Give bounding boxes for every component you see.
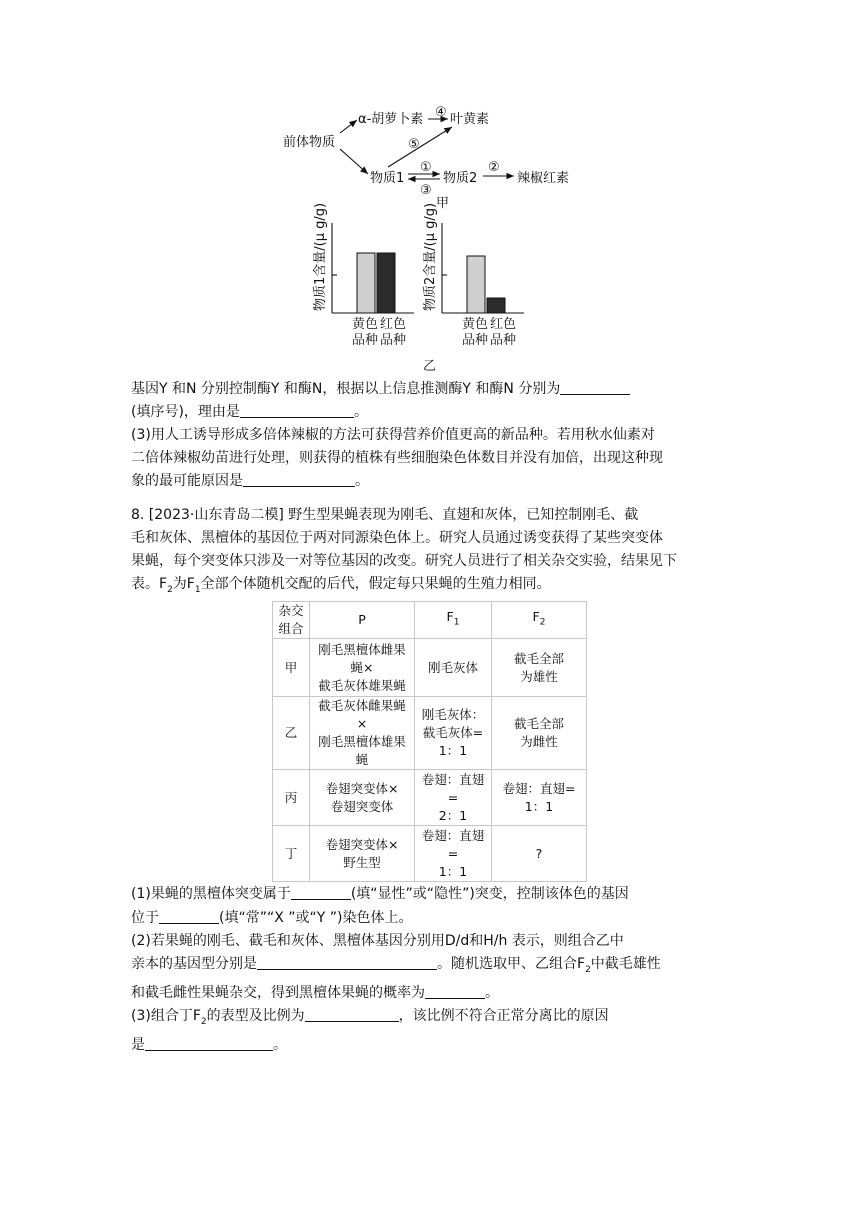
category-label: 黄色 (352, 317, 379, 332)
step2-label: ② (488, 160, 500, 175)
q8-part3-line2: 是 。 (131, 1034, 731, 1057)
answer-blank-genotypes[interactable] (257, 953, 437, 970)
bar-red-variety (487, 298, 505, 313)
category-label: 红色 (490, 317, 517, 332)
q8-line-2: 毛和灰体、黑檀体的基因位于两对同源染色体上。研究人员通过诱变获得了某些突变体 (131, 530, 663, 546)
q8-line-3: 果蝇，每个突变体只涉及一对等位基因的改变。研究人员进行了相关杂交实验，结果见下 (131, 553, 677, 569)
q8-part1-line1: (1)果蝇的黑檀体突变属于 (填“显性”或“隐性”)突变，控制该体色的基因 (131, 883, 731, 906)
bar-yellow-variety (467, 256, 485, 313)
bar-red-variety (377, 253, 395, 313)
q8-line-4: 表。$F_2$为$F_1$全部个体随机交配的后代，假定每只果蝇的生殖力相同。 (131, 576, 551, 595)
table-row: 甲 刚毛黑檀体雌果 蝇× 截毛灰体雄果蝇 刚毛灰体 截毛全部 为雄性 (273, 639, 587, 697)
bar-chart-2 (422, 203, 524, 348)
q8-part2-line2: 亲本的基因型分别是 。随机选取甲、乙组合$F_2$中截毛雄性 (131, 953, 731, 982)
q8-part3-line1: (3)组合丁$F_2$的表型及比例为 ，该比例不符合正常分离比的原因 (131, 1005, 731, 1034)
table-row: 丙 卷翅突变体× 卷翅突变体 卷翅：直翅 = 2：1 卷翅：直翅= 1：1 (273, 770, 587, 826)
bar-charts (312, 203, 524, 348)
alpha-carotene-label: α-胡萝卜素 (358, 112, 424, 127)
arrow-precursor-alpha (340, 120, 357, 133)
header-p: P (310, 602, 415, 639)
arrow-precursor-substance1 (340, 149, 368, 174)
precursor-label: 前体物质 (283, 135, 336, 150)
q8-line-1: 8. [2023·山东青岛二模] 野生型果蝇表现为刚毛、直翅和灰体，已知控制刚毛、截 (131, 507, 639, 523)
y-axis-label: 物质2含量/(μ g/g) (423, 202, 438, 311)
table-row: 丁 卷翅突变体× 野生型 卷翅：直翅 = 1：1 ? (273, 826, 587, 882)
lutein-label: 叶黄素 (450, 112, 490, 127)
bar-yellow-variety (357, 253, 375, 313)
table-header-row (273, 602, 587, 639)
bar-chart-1 (312, 203, 414, 348)
substance2-label: 物质2 (443, 171, 478, 186)
category-label: 品种 (490, 333, 517, 348)
table-row: 乙 截毛灰体雌果蝇 × 刚毛黑檀体雄果 蝇 刚毛灰体： 截毛灰体= 1：1 截毛全部 为雌性 (273, 697, 587, 770)
panel-label-jia: 甲 (436, 196, 450, 211)
answer-blank-chromosome[interactable] (159, 907, 219, 924)
step1-label: ① (420, 160, 432, 175)
header-combo: 杂交 组合 (273, 602, 310, 639)
category-label: 黄色 (462, 317, 489, 332)
question-8-text (131, 504, 731, 602)
category-label: 品种 (380, 333, 407, 348)
q7-line-2: (填序号)，理由是 。 (131, 401, 731, 424)
pathway-diagram (283, 105, 569, 211)
answer-blank-probability[interactable] (425, 982, 485, 999)
q8-part2-line1: (2)若果蝇的刚毛、截毛和灰体、黑檀体基因分别用D/d和H/h 表示，则组合乙中 (131, 933, 624, 949)
question-7-text (131, 378, 731, 493)
q7-line-3: (3)用人工诱导形成多倍体辣椒的方法可获得营养价值更高的新品种。若用秋水仙素对 (131, 427, 655, 443)
y-axis-label: 物质1含量/(μ g/g) (313, 202, 328, 311)
answer-blank-reason-ratio[interactable] (145, 1034, 273, 1051)
q7-line-5: 象的最可能原因是 。 (131, 470, 731, 493)
category-label: 品种 (462, 333, 489, 348)
category-label: 品种 (352, 333, 379, 348)
figure (280, 103, 580, 378)
answer-blank-cause[interactable] (243, 470, 355, 487)
capsanthin-label: 辣椒红素 (517, 171, 570, 186)
answer-blank-enzymes[interactable] (560, 378, 630, 395)
cross-table (272, 601, 587, 882)
q8-part1-line2: 位于 (填“常”“X ”或“Y ”)染色体上。 (131, 907, 731, 930)
category-label: 红色 (380, 317, 407, 332)
substance1-label: 物质1 (370, 171, 405, 186)
q8-part2-line3: 和截毛雌性果蝇杂交，得到黑檀体果蝇的概率为 。 (131, 982, 731, 1005)
panel-label-yi: 乙 (423, 359, 437, 374)
step4-label: ④ (435, 105, 447, 120)
q7-line-1: 基因Y 和N 分别控制酶Y 和酶N，根据以上信息推测酶Y 和酶N 分别为 (131, 378, 731, 401)
question-8-parts (131, 883, 731, 1057)
q7-line-4: 二倍体辣椒幼苗进行处理，则获得的植株有些细胞染色体数目并没有加倍，出现这种现 (131, 450, 663, 466)
header-f1: $F_1$ (415, 602, 492, 639)
step5-label: ⑤ (408, 137, 420, 152)
header-f2: $F_2$ (492, 602, 587, 639)
answer-blank-reason[interactable] (240, 401, 354, 418)
answer-blank-dominance[interactable] (291, 883, 351, 900)
answer-blank-phenotype-ratio[interactable] (305, 1005, 399, 1022)
step3-label: ③ (420, 183, 432, 198)
